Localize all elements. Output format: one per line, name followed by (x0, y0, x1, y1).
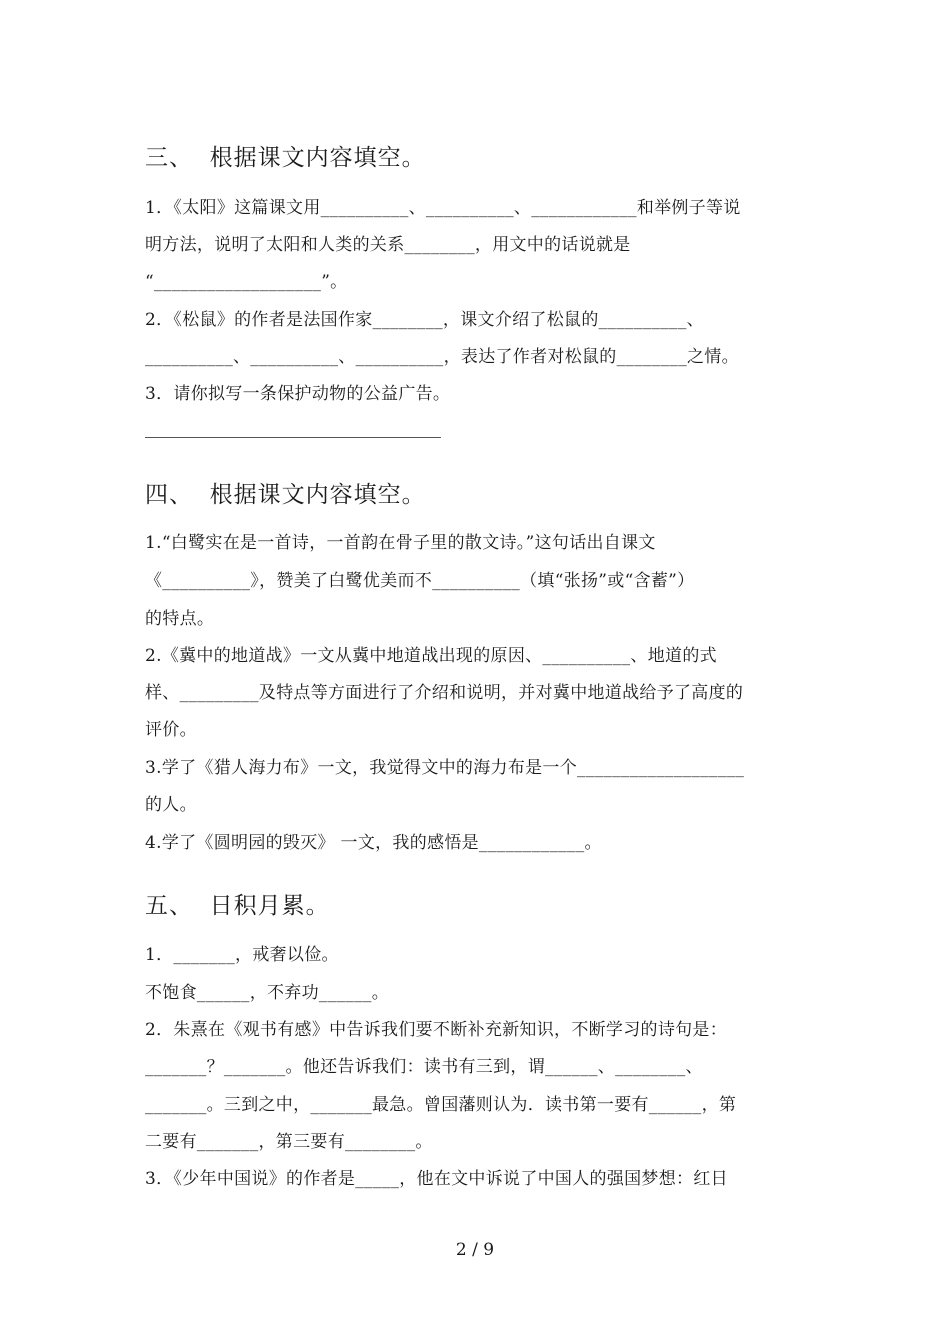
section-4-line: 3.学了《猎人海力布》一文，我觉得文中的海力布是一个___________________ (145, 758, 745, 778)
section-4-line: 的特点。 (145, 609, 215, 629)
section-4-line: 评价。 (145, 720, 197, 740)
section-4-line: 2.《冀中的地道战》一文从冀中地道战出现的原因、__________、地道的式 (145, 646, 717, 666)
section-3-line: 3．请你拟写一条保护动物的公益广告。 (145, 384, 451, 404)
section-3-line: 1．《太阳》这篇课文用__________、__________、____________和举例子等说 (145, 198, 741, 218)
section-5-line: 不饱食______，不弃功______。 (145, 983, 389, 1003)
section-5-heading: 五、 日积月累。 (145, 893, 330, 919)
section-5-line: 3．《少年中国说》的作者是_____，他在文中诉说了中国人的强国梦想：红日 (145, 1169, 728, 1189)
section-4-line: 的人。 (145, 795, 197, 815)
section-4-heading: 四、 根据课文内容填空。 (145, 482, 426, 508)
section-4-line: 1.“白鹭实在是一首诗，一首韵在骨子里的散文诗。”这句话出自课文 (145, 533, 656, 553)
section-4-line: 样、_________及特点等方面进行了介绍和说明，并对冀中地道战给予了高度的 (145, 683, 744, 703)
section-5-line: 二要有_______，第三要有________。 (145, 1132, 433, 1152)
section-3-line: __________、__________、__________，表达了作者对松鼠的________之情。 (145, 347, 739, 367)
page-number: 2 / 9 (455, 1240, 495, 1260)
answer-line (145, 437, 441, 438)
section-3-line: 2．《松鼠》的作者是法国作家________，课文介绍了松鼠的__________、 (145, 310, 704, 330)
section-3-line: 明方法，说明了太阳和人类的关系________，用文中的话说就是 (145, 235, 631, 255)
section-3-line: “___________________”。 (145, 272, 348, 292)
section-4-line: 《__________》，赞美了白鹭优美而不__________（填“张扬”或“含蓄”） (145, 571, 695, 591)
section-5-line: 2．朱熹在《观书有感》中告诉我们要不断补充新知识，不断学习的诗句是： (145, 1020, 728, 1040)
section-5-line: _______？_______。他还告诉我们：读书有三到，谓______、________、 (145, 1057, 703, 1077)
section-4-line: 4.学了《圆明园的毁灭》 一文，我的感悟是____________。 (145, 833, 602, 853)
section-5-line: 1．_______，戒奢以俭。 (145, 945, 339, 965)
section-3-heading: 三、 根据课文内容填空。 (145, 145, 426, 171)
section-5-line: _______。三到之中，_______最急。曾国藩则认为．读书第一要有______，第 (145, 1095, 737, 1115)
